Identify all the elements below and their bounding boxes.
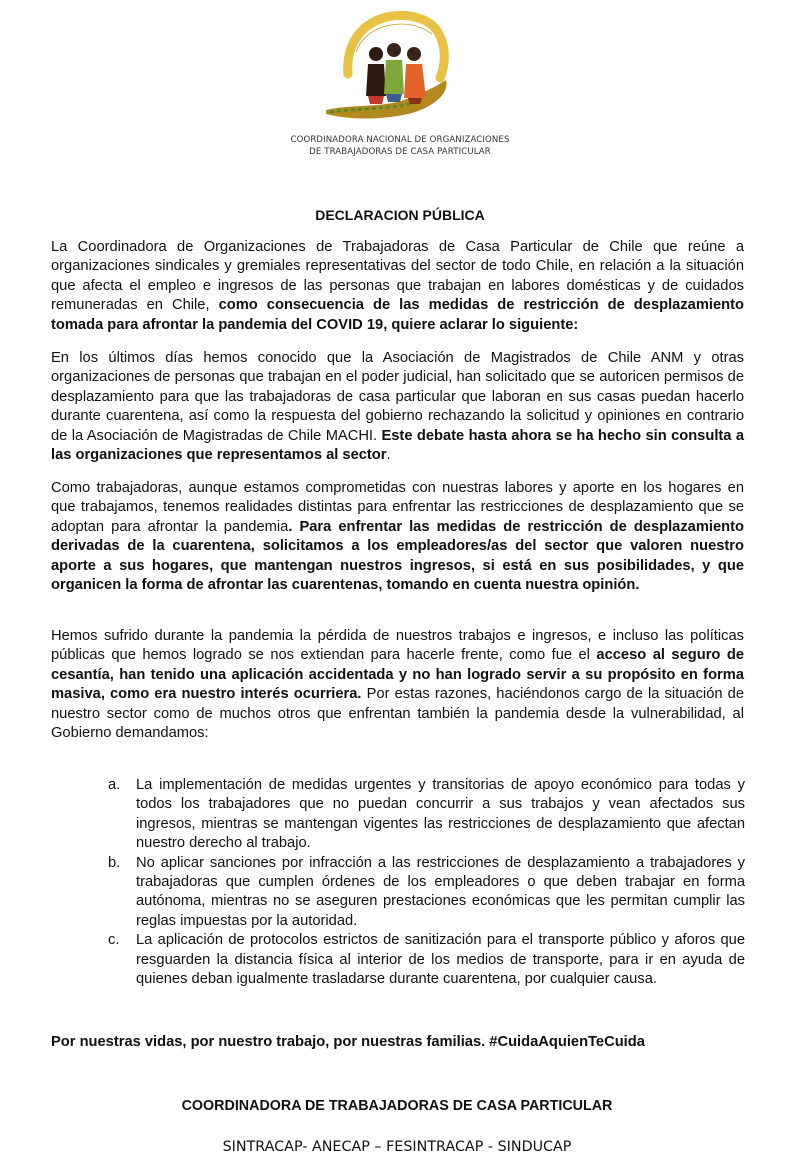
list-item <box>105 931 745 989</box>
list-item <box>105 776 745 854</box>
paragraph-debate-text: En los últimos días hemos conocido que la Asociación de Magistrados de Chile ANM y otras organizaciones de personas que trabajan en el poder judicial, han solicitado que se autoricen permisos de desplazamiento para que las trabajadoras de casa particular que laboran en sus casas puedan hacerlo durante cuarentena, así como la respuesta del gobierno rechazando la solicitud y opiniones en contrario de la Asociación de Magistradas de Chile MACHI. <box>51 350 744 444</box>
logo-caption-line2: DE TRABAJADORAS DE CASA PARTICULAR <box>309 147 491 157</box>
paragraph-intro-bold: como consecuencia de las medidas de restricción de desplazamiento tomada para afrontar la pandemia del COVID 19, quiere aclarar lo siguiente: <box>51 297 744 333</box>
paragraph-intro <box>51 238 744 335</box>
signature-organization: COORDINADORA DE TRABAJADORAS DE CASA PARTICULAR <box>181 1098 613 1114</box>
list-item-text: La aplicación de protocolos estrictos de sanitización para el transporte público y aforos que resguarden la distancia física al interior de los medios de transporte, para ir en ayuda de quienes deban igualmente trasladarse durante cuarentena, por cualquier causa. <box>136 932 745 988</box>
paragraph-pandemic-text: Hemos sufrido durante la pandemia la pérdida de nuestros trabajos e ingresos, e incluso las políticas públicas que hemos logrado se nos extiendan para hacerle frente, como fue el <box>51 628 744 664</box>
paragraph-debate-bold: Este debate hasta ahora se ha hecho sin consulta a las organizaciones que representamos al sector <box>51 427 744 464</box>
logo <box>270 4 530 164</box>
paragraph-pandemic <box>51 627 744 743</box>
demands-list <box>105 776 745 989</box>
list-marker: c. <box>108 932 120 949</box>
paragraph-intro-text: La Coordinadora de Organizaciones de Trabajadoras de Casa Particular de Chile que reúne a organizaciones sindicales y gremiales representativas del sector de todo Chile, en relación a la situación que afecta el empleo e ingresos de las personas que trabajan en labores domésticas y de cuidados remuneradas en Chile, <box>51 239 744 314</box>
list-item <box>105 854 745 932</box>
paragraph-pandemic-bold: acceso al seguro de cesantía, han tenido una aplicación accidentada y no han logrado servir a su propósito en forma masiva, como era nuestro interés ocurriera. <box>51 647 744 703</box>
logo-emblem <box>320 4 460 136</box>
list-marker: a. <box>108 777 121 793</box>
closing-statement: Por nuestras vidas, por nuestro trabajo, por nuestras familias. #CuidaAquienTeCuida <box>51 1034 645 1050</box>
document-title: DECLARACION PÚBLICA <box>315 207 485 223</box>
paragraph-pandemic-tail: Por estas razones, haciéndonos cargo de la situación de nuestro sector como de muchos otros que enfrentan también la pandemia desde la vulnerabilidad, al Gobierno demandamos: <box>51 686 744 742</box>
paragraph-workers-text: Como trabajadoras, aunque estamos comprometidas con nuestras labores y aporte en los hogares en que trabajamos, tenemos realidades distintas para enfrentar las restricciones de desplazamiento que se adoptan para afrontar la pandemia <box>51 480 744 535</box>
logo-caption-line1: COORDINADORA NACIONAL DE ORGANIZACIONES <box>290 135 510 145</box>
paragraph-debate-tail: . <box>386 447 391 464</box>
list-marker: b. <box>108 854 121 871</box>
paragraph-workers-bold: . Para enfrentar las medidas de restricción de desplazamiento derivadas de la cuarentena, solicitamos a los empleadores/as del sector que valoren nuestro aporte a sus hogares, que mantengan nuestros ingresos, si está en sus posibilidades, y que organicen la forma de afrontar las cuarentenas, tomando en cuenta nuestra opinión. <box>51 518 744 594</box>
paragraph-workers <box>51 479 744 595</box>
signature-unions: SINTRACAP- ANECAP – FESINTRACAP - SINDUCAP <box>222 1139 572 1155</box>
paragraph-debate <box>51 349 744 465</box>
list-item-text: No aplicar sanciones por infracción a las restricciones de desplazamiento a trabajadores y trabajadoras que cumplen órdenes de los empleadores o que deben trabajar en forma autónoma, mientras no se aseguren prestaciones económicas que les permitan cumplir las reglas impuestas por la autoridad. <box>136 854 745 929</box>
list-item-text: La implementación de medidas urgentes y transitorias de apoyo económico para todas y todos los trabajadores que no puedan concurrir a sus trabajos y vean afectados sus ingresos, mientras se mantengan vigentes las restricciones de desplazamiento que afectan nuestro derecho al trabajo. <box>136 777 745 852</box>
logo-caption <box>270 134 530 158</box>
